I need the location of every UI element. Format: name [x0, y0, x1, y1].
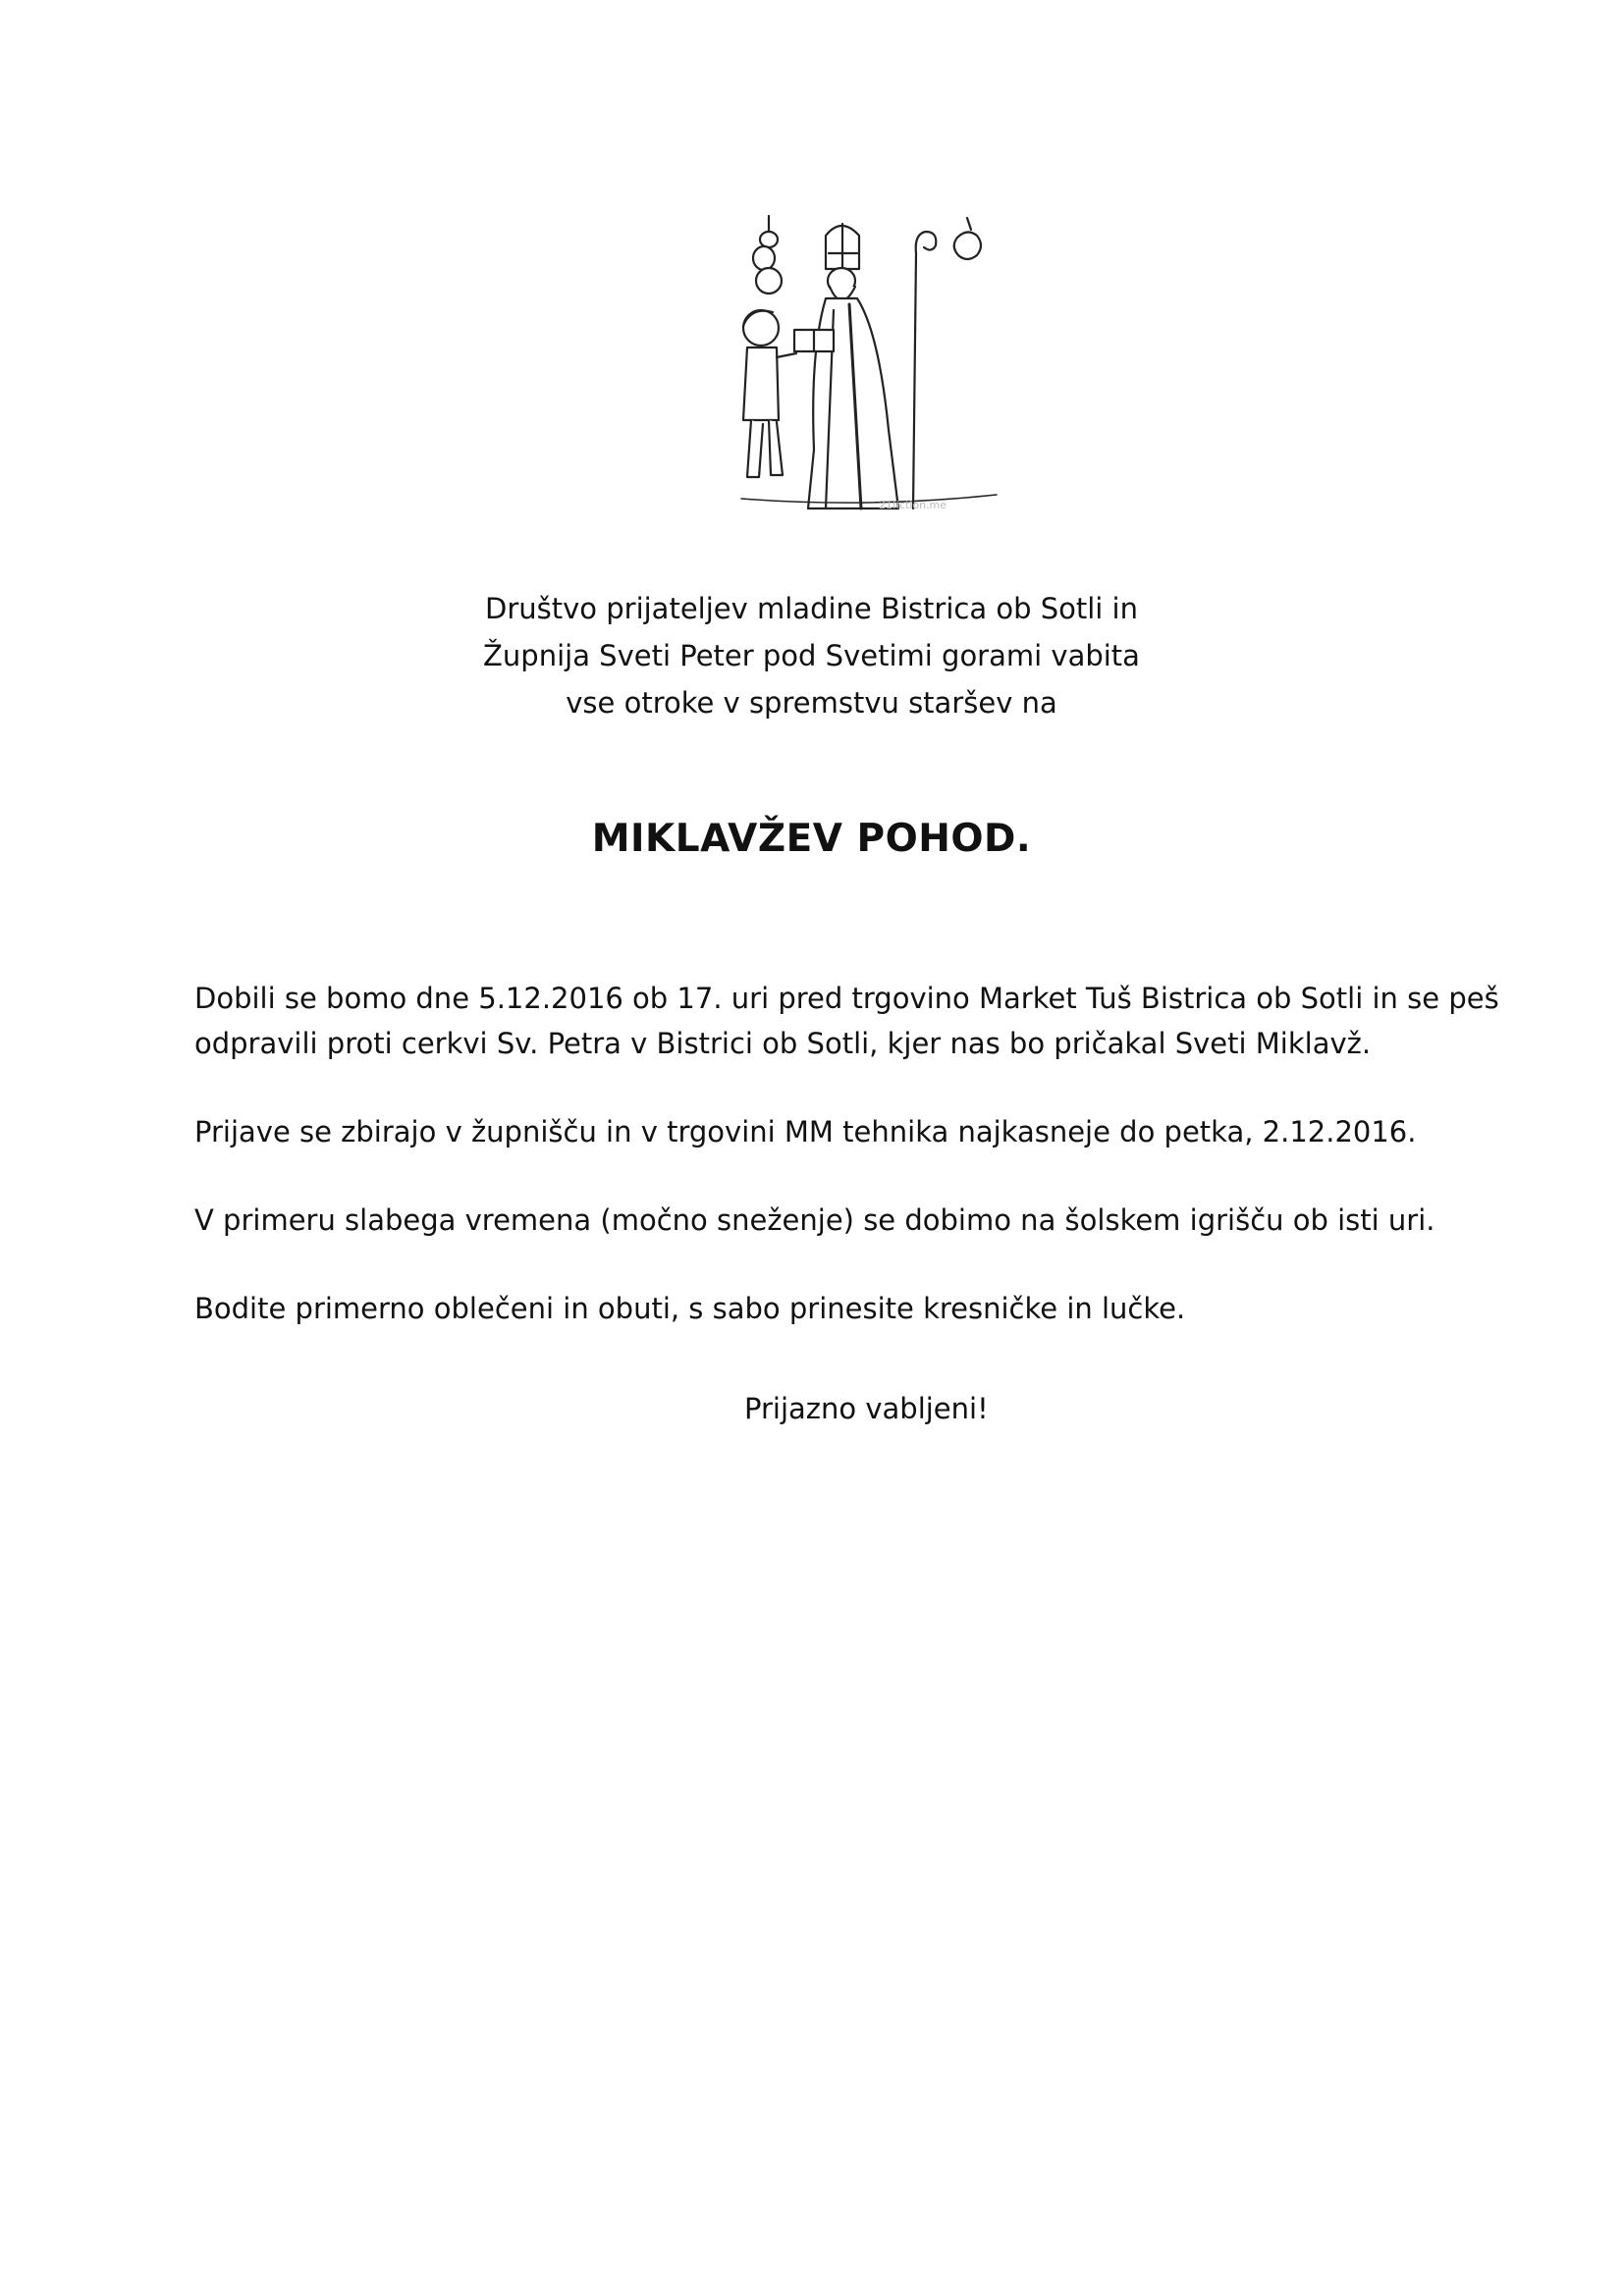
- intro-line: vse otroke v spremstvu staršev na: [566, 686, 1057, 720]
- closing-greeting: Prijazno vabljeni!: [744, 1392, 989, 1425]
- intro-line: Društvo prijateljev mladine Bistrica ob Sotli in: [485, 592, 1138, 625]
- paragraph-line: Dobili se bomo dne 5.12.2016 ob 17. uri pred trgovino Market Tuš Bistrica ob Sotli in se peš: [194, 982, 1499, 1015]
- child-body: [743, 347, 779, 420]
- apple-shape: [954, 232, 981, 259]
- apple-stem: [967, 218, 971, 230]
- paragraph-line: odpravili proti cerkvi Sv. Petra v Bistrici ob Sotli, kjer nas bo pričakal Sveti Miklavž.: [194, 1027, 1372, 1060]
- paragraph-weather: [194, 1198, 1549, 1243]
- crozier-staff: [913, 232, 936, 508]
- page-title: MIKLAVŽEV POHOD.: [591, 817, 1032, 861]
- fruit-bottom: [756, 268, 782, 294]
- paragraph-clothing: [194, 1286, 1549, 1331]
- paragraph-line: V primeru slabega vremena (močno sneženje) se dobimo na šolskem igrišču ob isti uri.: [194, 1203, 1435, 1237]
- paragraph-registration: [194, 1109, 1549, 1154]
- paragraph-meeting: [194, 976, 1549, 1066]
- paragraph-line: Bodite primerno oblečeni in obuti, s sabo prinesite kresničke in lučke.: [194, 1292, 1186, 1325]
- fruit-mid: [753, 246, 775, 270]
- intro-line: Župnija Sveti Peter pod Svetimi gorami vabita: [483, 639, 1140, 672]
- fruit-top: [760, 232, 778, 247]
- intro-block: [0, 585, 1623, 726]
- illustration-watermark: 21fiction.me: [879, 499, 947, 511]
- child-leg-right: [769, 420, 783, 475]
- paragraph-line: Prijave se zbirajo v župnišču in v trgovini MM tehnika najkasneje do petka, 2.12.2016.: [194, 1115, 1417, 1148]
- saint-nicholas-illustration-icon: [731, 214, 1016, 520]
- child-arm: [777, 353, 796, 357]
- child-leg-left: [747, 420, 763, 477]
